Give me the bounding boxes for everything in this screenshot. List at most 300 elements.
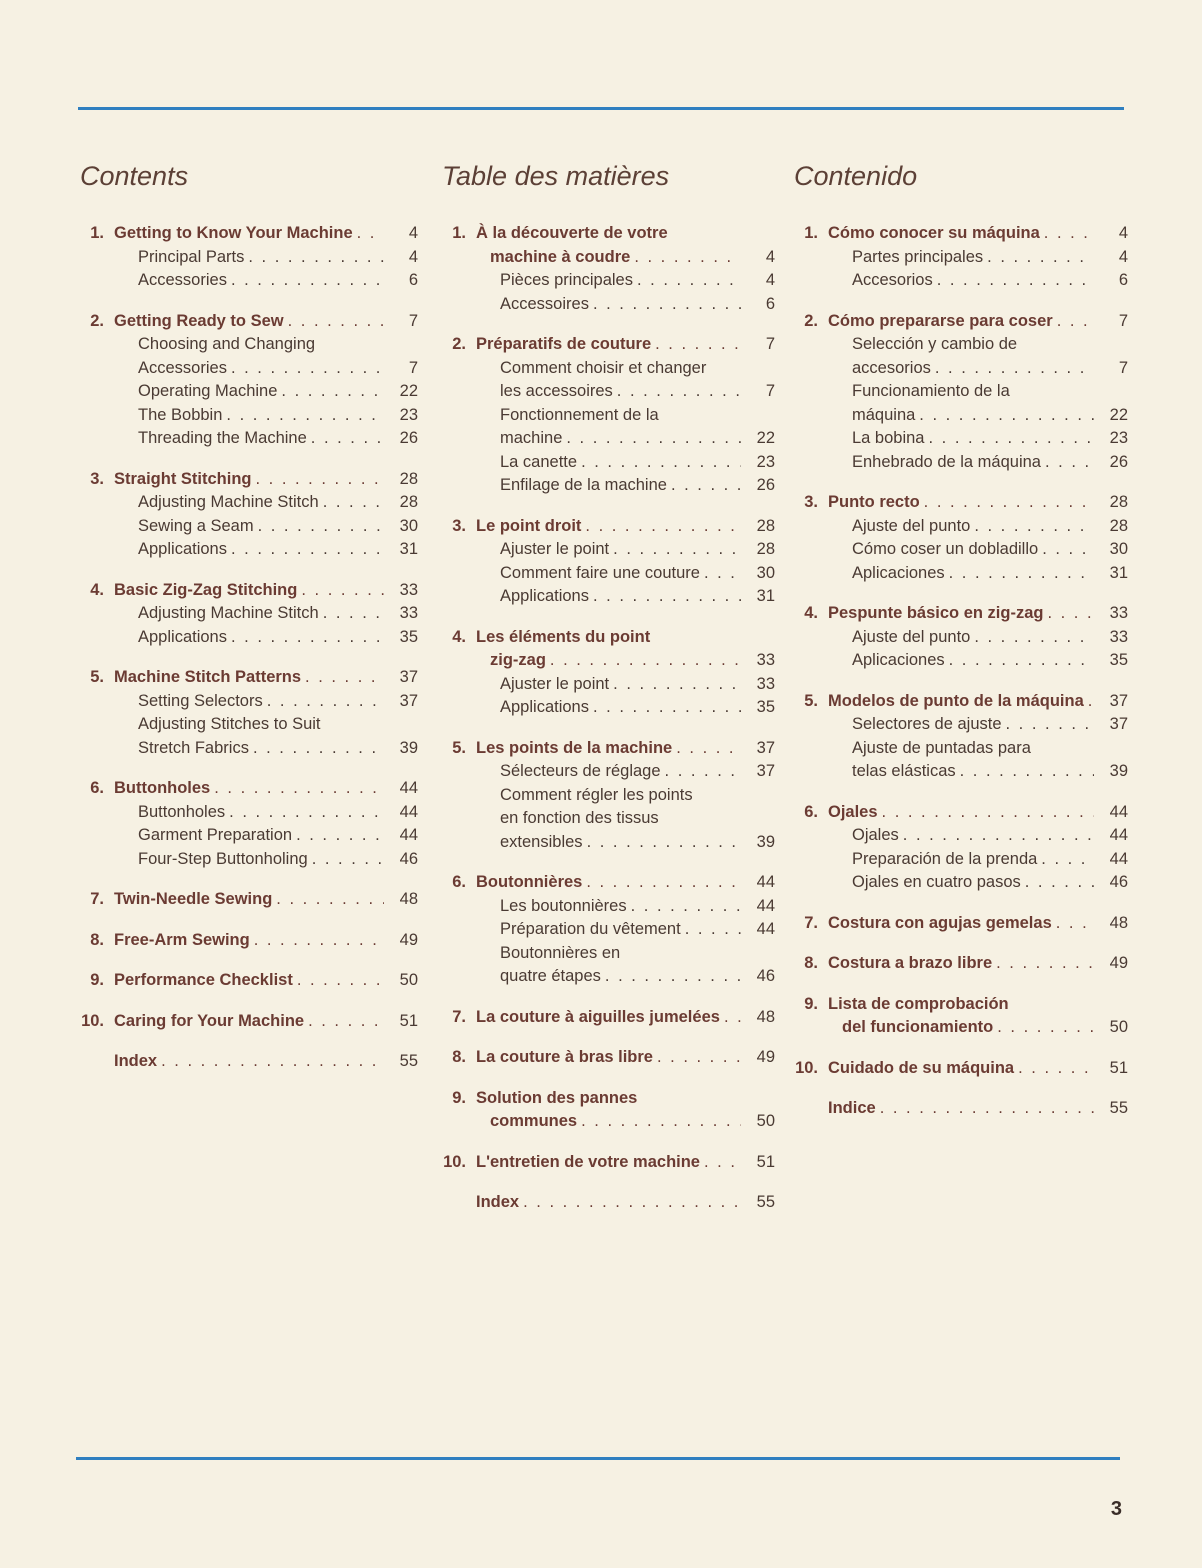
- toc-section-heading: [78, 579, 418, 603]
- toc-leader-line: [852, 269, 1128, 293]
- dot-leader: [253, 737, 384, 761]
- toc-leader-line: [500, 895, 775, 919]
- toc-entry-text: [828, 538, 1128, 562]
- toc-sections-french: [440, 222, 775, 1215]
- toc-line: [440, 871, 775, 895]
- subentry-title: Applications: [500, 587, 589, 605]
- bottom-rule: [76, 1457, 1120, 1460]
- dot-leader: [724, 1006, 741, 1030]
- page-ref: 7: [765, 382, 775, 400]
- page-ref: 22: [399, 382, 418, 400]
- dot-leader: [704, 1151, 741, 1175]
- subentry-title: en fonction des tissus: [500, 809, 659, 827]
- page-ref: 26: [399, 429, 418, 447]
- section-title: Préparatifs de couture: [476, 335, 652, 353]
- dot-leader: [617, 380, 741, 404]
- toc-line: [78, 404, 418, 428]
- page-ref: 23: [756, 452, 775, 471]
- toc-line: [78, 468, 418, 492]
- section-title: Les points de la machine: [476, 738, 673, 757]
- toc-entry-text: [114, 848, 418, 872]
- dot-leader: [704, 562, 741, 586]
- toc-leader-line: [828, 310, 1128, 334]
- toc-line: [78, 380, 418, 404]
- section-title: del funcionamiento: [842, 1018, 994, 1036]
- toc-line-text: [476, 626, 775, 650]
- toc-entry-text: [476, 942, 775, 966]
- subentry-title: Ajuster le point: [500, 674, 610, 693]
- toc-section: [440, 737, 775, 855]
- toc-line: [792, 404, 1128, 428]
- toc-entry-text: [114, 538, 418, 562]
- section-number: 1.: [452, 224, 466, 242]
- toc-line: [792, 333, 1128, 357]
- toc-leader-line: [476, 871, 775, 895]
- toc-line: [440, 626, 775, 650]
- subentry-title: Adjusting Machine Stitch: [138, 604, 319, 622]
- toc-entry-text: [476, 538, 775, 562]
- page-ref: 44: [756, 873, 775, 891]
- toc-line: [78, 929, 418, 953]
- toc-subentry: [440, 357, 775, 404]
- toc-subentry: [440, 474, 775, 498]
- toc-subentry: [440, 404, 775, 451]
- toc-section: [440, 515, 775, 609]
- dot-leader: [550, 649, 741, 673]
- toc-section-heading: [440, 1087, 775, 1134]
- toc-section-heading: [792, 801, 1128, 825]
- toc-section: [78, 468, 418, 562]
- toc-subentry: [78, 427, 418, 451]
- dot-leader: [637, 269, 741, 293]
- dot-leader: [288, 310, 384, 334]
- toc-line: [440, 807, 775, 831]
- toc-line-text: [138, 333, 418, 357]
- page-ref: 49: [756, 1048, 775, 1066]
- toc-leader-line: [138, 824, 418, 848]
- toc-subentry: [792, 713, 1128, 737]
- toc-entry-text: [476, 1110, 775, 1134]
- dot-leader: [267, 690, 384, 714]
- toc-leader-line: [476, 515, 775, 539]
- toc-leader-line: [852, 562, 1128, 586]
- section-title: Getting to Know Your Machine: [114, 224, 353, 242]
- toc-entry-text: [476, 784, 775, 808]
- page-ref: 37: [756, 762, 775, 780]
- section-title: Pespunte básico en zig-zag: [828, 604, 1044, 622]
- dot-leader: [919, 404, 1094, 428]
- toc-entry-text: [476, 562, 775, 586]
- dot-leader: [248, 246, 384, 270]
- section-title: communes: [490, 1112, 578, 1130]
- toc-subentry: [78, 824, 418, 848]
- section-title: zig-zag: [490, 651, 546, 669]
- page-ref: 33: [1109, 604, 1128, 622]
- page-ref: 7: [765, 335, 775, 353]
- dot-leader: [296, 824, 384, 848]
- toc-section-heading: [78, 222, 418, 246]
- toc-section: [440, 222, 775, 316]
- toc-entry-text: [114, 824, 418, 848]
- toc-entry-text: [476, 918, 775, 942]
- section-number: 9.: [804, 994, 818, 1013]
- dot-leader: [685, 918, 741, 942]
- page-ref: 44: [756, 920, 775, 938]
- page-ref: 39: [756, 832, 775, 851]
- toc-entry-text: [828, 269, 1128, 293]
- toc-leader-line: [476, 333, 775, 357]
- subentry-title: Cómo coser un dobladillo: [852, 540, 1039, 558]
- toc-subentry: [792, 515, 1128, 539]
- toc-subentry: [78, 491, 418, 515]
- toc-line-text: [852, 380, 1128, 404]
- toc-leader-line: [500, 293, 775, 317]
- section-title: Indice: [828, 1099, 876, 1117]
- page-ref: 44: [1109, 802, 1128, 821]
- toc-entry-text: [114, 515, 418, 539]
- page-ref: 37: [756, 738, 775, 757]
- toc-leader-line: [500, 427, 775, 451]
- toc-section-heading: [792, 310, 1128, 334]
- toc-entry-text: [114, 929, 418, 953]
- toc-entry-text: [476, 760, 775, 784]
- toc-line-text: [500, 807, 775, 831]
- toc-section-heading: [440, 515, 775, 539]
- section-title: Boutonnières: [476, 873, 583, 891]
- toc-line: [78, 801, 418, 825]
- toc-leader-line: [114, 468, 418, 492]
- subentry-title: Comment faire une couture: [500, 563, 700, 582]
- page-ref: 31: [756, 587, 775, 605]
- dot-leader: [613, 538, 741, 562]
- section-number: 8.: [452, 1048, 466, 1066]
- toc-subentry: [792, 562, 1128, 586]
- subentry-title: Garment Preparation: [138, 826, 293, 844]
- toc-subentry: [792, 737, 1128, 784]
- dot-leader: [1047, 602, 1094, 626]
- subentry-title: Principal Parts: [138, 247, 245, 266]
- section-number: 4.: [90, 580, 104, 599]
- dot-leader: [949, 649, 1094, 673]
- toc-line: [440, 562, 775, 586]
- toc-subentry: [78, 848, 418, 872]
- toc-section-heading: [78, 969, 418, 993]
- toc-leader-line: [114, 777, 418, 801]
- toc-leader-line: [500, 673, 775, 697]
- toc-leader-line: [852, 626, 1128, 650]
- subentry-title: Applications: [138, 627, 227, 646]
- toc-subentry: [440, 269, 775, 293]
- toc-entry-text: [476, 696, 775, 720]
- toc-entry-text: [476, 357, 775, 381]
- toc-subentry: [440, 585, 775, 609]
- subentry-title: La bobina: [852, 429, 925, 447]
- section-title: Cuidado de su máquina: [828, 1058, 1015, 1077]
- toc-french: [440, 158, 775, 1232]
- page-ref: 46: [399, 849, 418, 868]
- column-title-english: Contents: [80, 161, 189, 191]
- toc-subentry: [440, 451, 775, 475]
- dot-leader: [587, 831, 741, 855]
- dot-leader: [1025, 871, 1094, 895]
- toc-leader-line: [500, 831, 775, 855]
- page-ref: 28: [756, 516, 775, 535]
- column-title-french: Table des matières: [442, 161, 670, 191]
- toc-section-heading: [792, 1097, 1128, 1121]
- toc-leader-line: [500, 918, 775, 942]
- toc-entry-text: [828, 649, 1128, 673]
- page-ref: 37: [399, 668, 418, 686]
- page-ref: 39: [1109, 762, 1128, 780]
- toc-line: [440, 831, 775, 855]
- toc-leader-line: [852, 713, 1128, 737]
- toc-entry-text: [114, 333, 418, 357]
- page-ref: 51: [756, 1152, 775, 1171]
- toc-entry-text: [476, 1006, 775, 1030]
- toc-leader-line: [476, 737, 775, 761]
- toc-line: [792, 1016, 1128, 1040]
- toc-entry-text: [828, 1057, 1128, 1081]
- subentry-title: Choosing and Changing: [138, 335, 316, 353]
- toc-entry-text: [828, 491, 1128, 515]
- section-title: Lista de comprobación: [828, 994, 1009, 1013]
- subentry-title: Buttonholes: [138, 802, 226, 821]
- page-ref: 35: [756, 698, 775, 716]
- toc-leader-line: [114, 222, 418, 246]
- toc-leader-line: [138, 269, 418, 293]
- section-title: Machine Stitch Patterns: [114, 668, 302, 686]
- page-ref: 4: [765, 271, 775, 289]
- toc-line: [440, 451, 775, 475]
- dot-leader: [214, 777, 384, 801]
- toc-entry-text: [828, 602, 1128, 626]
- toc-section-heading: [78, 468, 418, 492]
- toc-sections-spanish: [792, 222, 1128, 1121]
- toc-subentry: [440, 895, 775, 919]
- toc-leader-line: [114, 969, 418, 993]
- dot-leader: [634, 246, 741, 270]
- subentry-title: máquina: [852, 405, 916, 424]
- subentry-title: Les boutonnières: [500, 896, 627, 915]
- dot-leader: [1042, 538, 1094, 562]
- dot-leader: [229, 801, 384, 825]
- dot-leader: [256, 468, 385, 492]
- dot-leader: [935, 357, 1094, 381]
- toc-line: [78, 357, 418, 381]
- toc-leader-line: [138, 380, 418, 404]
- toc-line: [792, 246, 1128, 270]
- toc-subentry: [440, 696, 775, 720]
- toc-subentry: [78, 515, 418, 539]
- page-ref: 6: [408, 271, 418, 289]
- page-ref: 33: [1109, 627, 1128, 646]
- toc-leader-line: [490, 1110, 775, 1134]
- toc-leader-line: [114, 666, 418, 690]
- toc-entry-text: [828, 993, 1128, 1017]
- subentry-title: Accessories: [138, 271, 227, 289]
- dot-leader: [323, 491, 384, 515]
- subentry-title: les accessoires: [500, 382, 613, 400]
- toc-entry-text: [114, 246, 418, 270]
- page-ref: 26: [756, 476, 775, 494]
- toc-leader-line: [138, 848, 418, 872]
- toc-line: [78, 491, 418, 515]
- toc-subentry: [792, 427, 1128, 451]
- toc-section-heading: [440, 1151, 775, 1175]
- toc-line: [440, 380, 775, 404]
- dot-leader: [676, 737, 741, 761]
- toc-entry-text: [476, 222, 775, 246]
- section-number: 5.: [804, 691, 818, 710]
- toc-entry-text: [828, 310, 1128, 334]
- toc-subentry: [792, 848, 1128, 872]
- page-ref: 49: [399, 930, 418, 949]
- toc-entry-text: [476, 1191, 775, 1215]
- dot-leader: [312, 848, 384, 872]
- section-title: Performance Checklist: [114, 971, 293, 989]
- toc-section-heading: [792, 491, 1128, 515]
- toc-line: [440, 538, 775, 562]
- toc-line: [792, 871, 1128, 895]
- toc-section: [78, 222, 418, 293]
- dot-leader: [1018, 1057, 1094, 1081]
- subentry-title: machine: [500, 429, 563, 447]
- toc-section-heading: [440, 1046, 775, 1070]
- subentry-title: The Bobbin: [138, 405, 223, 424]
- section-title: Straight Stitching: [114, 469, 252, 488]
- toc-line: [78, 246, 418, 270]
- toc-leader-line: [852, 760, 1128, 784]
- top-rule: [78, 107, 1124, 110]
- toc-line-text: [852, 333, 1128, 357]
- toc-leader-line: [852, 357, 1128, 381]
- subentry-title: Setting Selectors: [138, 691, 263, 710]
- section-title: Caring for Your Machine: [114, 1011, 305, 1030]
- toc-leader-line: [500, 696, 775, 720]
- toc-section: [78, 888, 418, 912]
- dot-leader: [657, 1046, 741, 1070]
- toc-subentry: [440, 538, 775, 562]
- section-number: 7.: [90, 890, 104, 908]
- toc-entry-text: [828, 451, 1128, 475]
- toc-line: [440, 942, 775, 966]
- toc-line: [440, 427, 775, 451]
- toc-line-text: [852, 737, 1128, 761]
- toc-section: [78, 777, 418, 871]
- section-number: 4.: [804, 604, 818, 622]
- page-ref: 7: [1118, 358, 1128, 377]
- subentry-title: quatre étapes: [500, 967, 601, 985]
- toc-section: [792, 912, 1128, 936]
- toc-section: [792, 491, 1128, 585]
- page-ref: 55: [1109, 1099, 1128, 1117]
- toc-section: [440, 1151, 775, 1175]
- toc-line: [78, 626, 418, 650]
- subentry-title: Selección y cambio de: [852, 335, 1018, 353]
- dot-leader: [581, 1110, 741, 1134]
- toc-entry-text: [476, 293, 775, 317]
- section-number: 4.: [452, 627, 466, 646]
- dot-leader: [671, 474, 741, 498]
- toc-entry-text: [114, 801, 418, 825]
- toc-line: [78, 333, 418, 357]
- toc-leader-line: [852, 538, 1128, 562]
- toc-entry-text: [114, 357, 418, 381]
- page-ref: 4: [1118, 247, 1128, 266]
- toc-section: [792, 222, 1128, 293]
- subentry-title: Ajuste de puntadas para: [852, 738, 1031, 757]
- page-ref: 49: [1109, 954, 1128, 972]
- toc-subentry: [792, 649, 1128, 673]
- section-title: Cómo prepararse para coser: [828, 311, 1053, 330]
- toc-subentry: [78, 690, 418, 714]
- toc-leader-line: [828, 952, 1128, 976]
- toc-leader-line: [500, 474, 775, 498]
- toc-subentry: [440, 760, 775, 784]
- page-ref: 33: [399, 604, 418, 622]
- section-number: 9.: [452, 1088, 466, 1107]
- toc-line: [792, 538, 1128, 562]
- page-ref: 44: [1109, 849, 1128, 868]
- toc-subentry: [440, 293, 775, 317]
- toc-subentry: [792, 246, 1128, 270]
- page-ref: 50: [756, 1112, 775, 1130]
- toc-entry-text: [828, 357, 1128, 381]
- toc-entry-text: [476, 965, 775, 989]
- toc-line: [440, 1046, 775, 1070]
- toc-line: [792, 357, 1128, 381]
- page-ref: 48: [399, 890, 418, 908]
- toc-line: [792, 912, 1128, 936]
- toc-section-heading: [440, 1191, 775, 1215]
- toc-entry-text: [476, 380, 775, 404]
- toc-line: [440, 673, 775, 697]
- page-ref: 51: [399, 1011, 418, 1030]
- toc-line: [792, 222, 1128, 246]
- dot-leader: [308, 1010, 384, 1034]
- toc-line: [792, 602, 1128, 626]
- dot-leader: [903, 824, 1094, 848]
- toc-line: [440, 696, 775, 720]
- dot-leader: [585, 515, 741, 539]
- subentry-title: telas elásticas: [852, 762, 956, 780]
- page-ref: 46: [1109, 873, 1128, 891]
- toc-entry-text: [114, 969, 418, 993]
- dot-leader: [997, 1016, 1094, 1040]
- subentry-title: Accesorios: [852, 271, 933, 289]
- toc-subentry: [78, 380, 418, 404]
- toc-entry-text: [476, 474, 775, 498]
- toc-line: [792, 952, 1128, 976]
- section-number: 6.: [452, 873, 466, 891]
- toc-leader-line: [828, 222, 1128, 246]
- page-ref: 28: [1109, 516, 1128, 535]
- toc-line: [440, 760, 775, 784]
- toc-line: [78, 824, 418, 848]
- toc-line: [440, 1151, 775, 1175]
- toc-entry-text: [828, 713, 1128, 737]
- toc-section-heading: [792, 952, 1128, 976]
- subentry-title: Boutonnières en: [500, 943, 621, 962]
- section-number: 7.: [804, 913, 818, 932]
- page-ref: 44: [399, 779, 418, 797]
- toc-leader-line: [852, 824, 1128, 848]
- toc-leader-line: [114, 1050, 418, 1074]
- section-title: Index: [476, 1193, 520, 1211]
- toc-subentry: [78, 801, 418, 825]
- section-number: 2.: [452, 335, 466, 353]
- toc-entry-text: [476, 269, 775, 293]
